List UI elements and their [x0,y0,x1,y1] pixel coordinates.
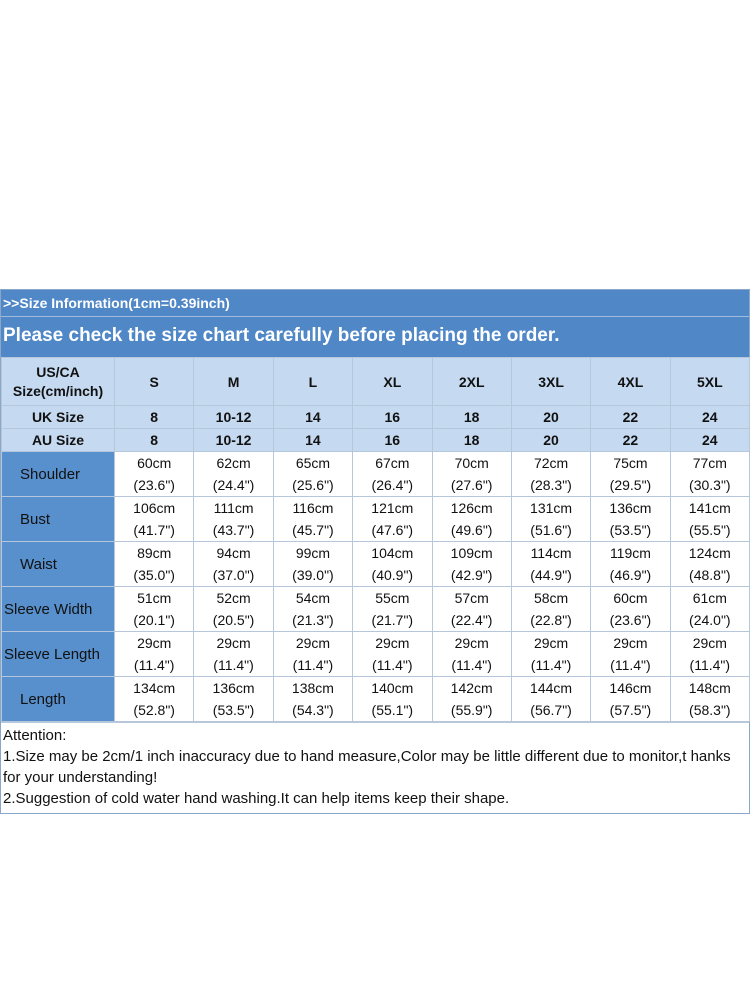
cm-value: 106cm [133,500,176,516]
measurement-label [2,542,115,587]
measurement-cell [115,542,194,587]
measurement-row [2,677,750,722]
inch-value: (39.0") [292,567,334,583]
cm-value: 104cm [371,545,414,561]
cm-value: 134cm [133,680,176,696]
cm-value: 126cm [450,500,493,516]
inch-value: (47.6") [371,522,414,538]
inch-value: (27.6") [450,477,493,493]
attention-title: Attention: [3,727,67,744]
cm-value: 116cm [292,500,334,516]
measurement-cell [353,542,432,587]
inch-value: (11.4") [610,657,651,673]
measurement-cell [670,677,749,722]
measurement-label-text: Waist [20,555,57,573]
inch-value: (56.7") [530,702,572,718]
measurement-row [2,632,750,677]
measurement-row [2,452,750,497]
size-cell: 20 [511,406,590,429]
size-cell: 10-12 [194,429,273,452]
inch-value: (51.6") [530,522,572,538]
inch-value: (35.0") [133,567,175,583]
measurement-cell [591,632,670,677]
inch-value: (52.8") [133,702,175,718]
cm-value: 57cm [454,590,489,606]
inch-value: (37.0") [212,567,255,583]
inch-value: (57.5") [609,702,652,718]
size-cell: 24 [670,406,749,429]
cm-value: 51cm [137,590,172,606]
measurement-row [2,542,750,587]
cm-value: 94cm [216,545,251,561]
measurement-cell [353,497,432,542]
measurement-cell [194,452,273,497]
inch-value: (25.6") [292,477,334,493]
measurement-cell [670,542,749,587]
measurement-cell [432,452,511,497]
cm-value: 29cm [613,635,648,651]
measurement-cell [273,587,352,632]
cm-value: 114cm [530,545,572,561]
inch-value: (49.6") [450,522,493,538]
measurement-cell [511,677,590,722]
measurement-cell [273,632,352,677]
inch-value: (11.4") [530,657,572,673]
row-label [2,406,115,429]
cm-value: 54cm [295,590,331,606]
inch-value: (30.3") [689,477,731,493]
measurement-label-text: Bust [20,510,51,528]
measurement-cell [670,632,749,677]
size-cell: 5XL [670,358,749,406]
inch-value: (23.6") [133,477,175,493]
measurement-cell [432,587,511,632]
cm-value: 75cm [613,455,648,471]
cm-value: 52cm [216,590,251,606]
inch-value: (24.0") [689,612,731,628]
measurement-cell [670,497,749,542]
measurement-label-text: Sleeve Width [4,600,93,618]
cm-value: 29cm [216,635,251,651]
measurement-cell [353,677,432,722]
cm-value: 60cm [613,590,648,606]
inch-value: (23.6") [609,612,652,628]
cm-value: 67cm [375,455,410,471]
cm-value: 70cm [454,455,489,471]
cm-value: 89cm [137,545,172,561]
measurement-cell [591,497,670,542]
measurement-label [2,677,115,722]
inch-value: (53.5") [212,702,255,718]
row-label-line: AU Size [31,432,85,448]
inch-value: (21.7") [371,612,414,628]
measurement-row [2,587,750,632]
cm-value: 61cm [692,590,727,606]
cm-value: 146cm [609,680,652,696]
measurement-cell [115,632,194,677]
measurement-cell [670,587,749,632]
cm-value: 29cm [533,635,569,651]
measurement-cell [194,632,273,677]
cm-value: 99cm [295,545,331,561]
cm-value: 109cm [450,545,493,561]
cm-value: 148cm [688,680,731,696]
size-cell: 20 [511,429,590,452]
attention-note-2: 2.Suggestion of cold water hand washing.It can help items keep their shape. [3,790,510,807]
inch-value: (21.3") [292,612,334,628]
size-cell: 14 [273,406,352,429]
measurement-cell [591,677,670,722]
cm-value: 141cm [688,500,731,516]
size-cell: 16 [353,406,432,429]
inch-value: (58.3") [689,702,731,718]
cm-value: 65cm [295,455,331,471]
measurement-cell [511,497,590,542]
uk-size-row [2,406,750,429]
measurement-cell [194,497,273,542]
measurement-label-text: Sleeve Length [4,645,100,663]
inch-value: (24.4") [212,477,255,493]
cm-value: 77cm [692,455,727,471]
cm-value: 29cm [454,635,489,651]
row-label [2,358,115,406]
measurement-cell [591,542,670,587]
measurement-cell [511,632,590,677]
inch-value: (11.4") [292,657,334,673]
measurement-cell [591,452,670,497]
inch-value: (54.3") [292,702,334,718]
inch-value: (22.8") [530,612,572,628]
size-cell: S [115,358,194,406]
inch-value: (29.5") [609,477,652,493]
size-cell: 4XL [591,358,670,406]
measurement-cell [273,677,352,722]
inch-value: (41.7") [133,522,175,538]
cm-value: 55cm [375,590,410,606]
inch-value: (42.9") [450,567,493,583]
cm-value: 121cm [371,500,414,516]
inch-value: (45.7") [292,522,334,538]
cm-value: 144cm [530,680,573,696]
inch-value: (20.1") [133,612,175,628]
cm-value: 142cm [450,680,493,696]
row-label-line: Size(cm/inch) [12,382,104,399]
cm-value: 72cm [533,455,569,471]
row-label [2,429,115,452]
measurement-cell [273,542,352,587]
measurement-cell [115,497,194,542]
cm-value: 136cm [609,500,652,516]
inch-value: (53.5") [609,522,652,538]
au-size-row [2,429,750,452]
size-check-banner: Please check the size chart carefully before placing the order. [1,316,749,357]
measurement-cell [353,587,432,632]
inch-value: (28.3") [530,477,572,493]
measurement-cell [353,632,432,677]
attention-notes [1,722,749,813]
measurement-cell [511,587,590,632]
measurement-label-text: Shoulder [20,465,81,483]
measurement-cell [511,542,590,587]
inch-value: (11.4") [133,657,175,673]
inch-value: (48.8") [689,567,731,583]
measurement-cell [432,632,511,677]
size-chart [0,289,750,814]
inch-value: (11.4") [213,657,254,673]
inch-value: (43.7") [212,522,255,538]
cm-value: 29cm [375,635,410,651]
size-cell: 2XL [432,358,511,406]
size-cell: 18 [432,429,511,452]
measurement-label [2,632,115,677]
inch-value: (44.9") [530,567,572,583]
cm-value: 140cm [371,680,414,696]
inch-value: (22.4") [450,612,493,628]
size-cell: 14 [273,429,352,452]
inch-value: (55.9") [450,702,493,718]
cm-value: 29cm [692,635,727,651]
row-label-line: UK Size [31,409,85,425]
measurement-cell [273,452,352,497]
measurement-cell [432,677,511,722]
size-table [1,357,750,722]
cm-value: 58cm [533,590,569,606]
size-cell: 3XL [511,358,590,406]
measurement-cell [194,587,273,632]
size-cell: 22 [591,429,670,452]
measurement-cell [273,497,352,542]
measurement-cell [115,452,194,497]
size-cell: 24 [670,429,749,452]
measurement-row [2,497,750,542]
measurement-label [2,497,115,542]
cm-value: 124cm [688,545,731,561]
size-cell: M [194,358,273,406]
us-ca-size-row [2,358,750,406]
cm-value: 29cm [295,635,331,651]
measurement-cell [432,542,511,587]
size-cell: 16 [353,429,432,452]
cm-value: 29cm [137,635,172,651]
inch-value: (20.5") [212,612,255,628]
measurement-label [2,587,115,632]
measurement-label [2,452,115,497]
cm-value: 138cm [291,680,334,696]
measurement-cell [115,677,194,722]
size-cell: L [273,358,352,406]
measurement-label-text: Length [20,690,66,708]
size-cell: 22 [591,406,670,429]
inch-value: (55.1") [371,702,414,718]
row-label-line: US/CA [36,363,80,380]
size-cell: 18 [432,406,511,429]
attention-note-1: 1.Size may be 2cm/1 inch inaccuracy due to hand measure,Color may be little different due to monitor,t hanks for your understanding! [3,748,731,786]
cm-value: 62cm [216,455,251,471]
size-cell: 10-12 [194,406,273,429]
inch-value: (55.5") [689,522,731,538]
inch-value: (46.9") [609,567,652,583]
inch-value: (11.4") [689,657,731,673]
inch-value: (26.4") [371,477,414,493]
size-cell: XL [353,358,432,406]
measurement-cell [432,497,511,542]
inch-value: (11.4") [372,657,413,673]
cm-value: 111cm [213,500,254,516]
measurement-cell [670,452,749,497]
measurement-cell [194,542,273,587]
size-cell: 8 [115,406,194,429]
cm-value: 60cm [137,455,172,471]
size-cell: 8 [115,429,194,452]
inch-value: (40.9") [371,567,414,583]
cm-value: 119cm [609,545,651,561]
cm-value: 136cm [212,680,255,696]
size-info-banner: >>Size Information(1cm=0.39inch) [1,290,749,316]
measurement-cell [591,587,670,632]
measurement-cell [353,452,432,497]
inch-value: (11.4") [451,657,492,673]
measurement-cell [115,587,194,632]
measurement-cell [511,452,590,497]
measurement-cell [194,677,273,722]
cm-value: 131cm [530,500,573,516]
